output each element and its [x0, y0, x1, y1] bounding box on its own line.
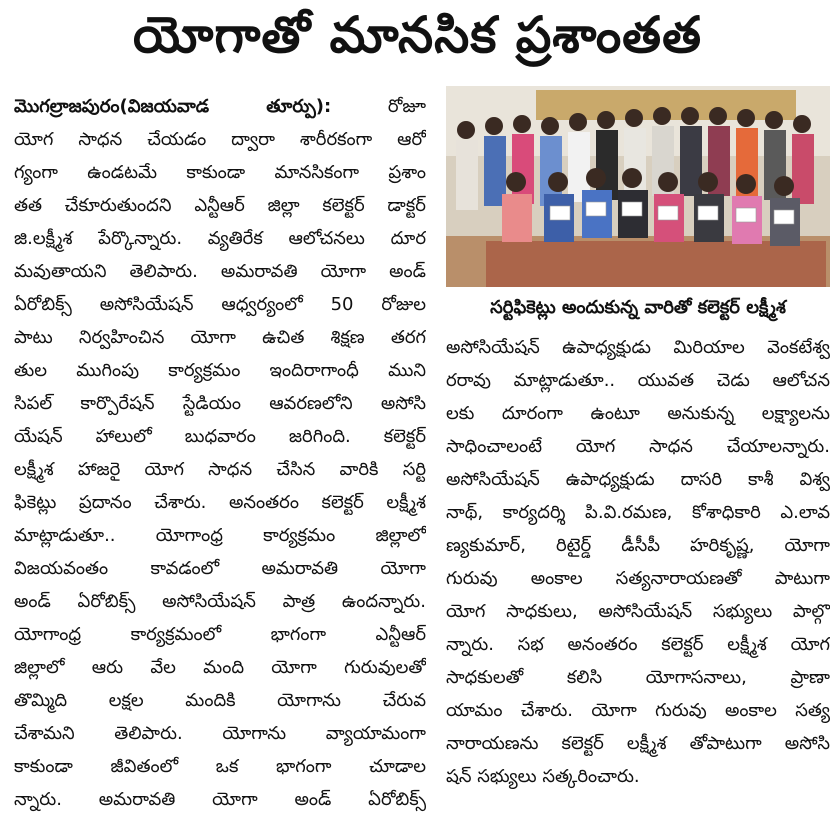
- article-line: నాథ్, కార్యదర్శి పి.వి.రమణ, కోశాధికారి ఎ.లావ: [446, 502, 830, 523]
- group-photo-illustration: [446, 86, 830, 287]
- article-line: న్నారు. అమరావతి యోగా అండ్ ఏరోబిక్స్: [14, 789, 426, 810]
- article-line: యోగాంధ్ర కార్యక్రమంలో భాగంగా ఎన్టీఆర్: [14, 624, 426, 645]
- dateline: మొగల్రాజపురం(విజయవాడ తూర్పు):: [14, 96, 332, 117]
- article-line-text: రోజూ: [331, 96, 426, 117]
- article-line: కాకుండా జీవితంలో ఒక భాగంగా చూడాల: [14, 756, 426, 777]
- article-line: ఏరోబిక్స్ అసోసియేషన్ ఆధ్వర్యంలో 50 రోజుల: [14, 294, 426, 315]
- article-line: తత చేకూరుతుందని ఎన్టీఆర్ జిల్లా కలెక్టర్ డాక్టర్: [14, 195, 426, 216]
- article-line: గురువు అంకాల సత్యనారాయణతో పాటుగా: [446, 568, 830, 589]
- article-column-left: [14, 90, 426, 816]
- article-line: యేషన్ హాలులో బుధవారం జరిగింది. కలెక్టర్: [14, 426, 426, 447]
- article-line: పాటు నిర్వహించిన యోగా ఉచిత శిక్షణ తరగ: [14, 327, 426, 348]
- article-line: లకు దూరంగా ఉంటూ అనుకున్న లక్ష్యాలను: [446, 403, 830, 424]
- article-line: షన్ సభ్యులు సత్కరించారు.: [446, 766, 640, 787]
- photo-caption: సర్టిఫికెట్లు అందుకున్న వారితో కలెక్టర్ లక్ష్మీశ: [490, 297, 786, 318]
- article-line: న్నారు. సభ అనంతరం కలెక్టర్ లక్ష్మీశ యోగ: [446, 634, 830, 655]
- article-line: ణ్యకుమార్, రిటైర్డ్ డీసీపీ హరికృష్ణ, యోగా: [446, 535, 830, 556]
- article-line: రరావు మాట్లాడుతూ.. యువత చెడు ఆలోచన: [446, 370, 830, 391]
- article-line: ఫికెట్లు ప్రదానం చేశారు. అనంతరం కలెక్టర్ లక్ష్మీశ: [14, 492, 426, 513]
- article-line: మాట్లాడుతూ.. యోగాంధ్ర కార్యక్రమం జిల్లాలో: [14, 525, 426, 546]
- article-line: సాధకులతో కలిసి యోగాసనాలు, ప్రాణా: [446, 667, 830, 688]
- article-line: సాధించాలంటే యోగ సాధన చేయాలన్నారు.: [446, 436, 830, 457]
- article-line: లక్ష్మీశ హాజరై యోగ సాధన చేసిన వారికి సర్టి: [14, 459, 426, 480]
- article-line: చేశామని తెలిపారు. యోగాను వ్యాయామంగా: [14, 723, 426, 744]
- article-line: విజయవంతం కావడంలో అమరావతి యోగా: [14, 558, 426, 579]
- article-line: తుల ముగింపు కార్యక్రమం ఇందిరాగాంధీ ముని: [14, 360, 426, 381]
- group-photo: [446, 86, 830, 287]
- article-line: తొమ్మిది లక్షల మందికి యోగాను చేరువ: [14, 690, 426, 711]
- article-line: నారాయణను కలెక్టర్ లక్ష్మీశ తోపాటుగా అసోసి: [446, 733, 830, 754]
- article-line: అసోసియేషన్ ఉపాధ్యక్షుడు మిరియాల వెంకటేశ్వ: [446, 337, 830, 358]
- headline: యోగాతో మానసిక ప్రశాంతత: [133, 5, 702, 64]
- article-line: యోగ సాధన చేయడం ద్వారా శారీరకంగా ఆరో: [14, 129, 426, 150]
- article-line: గ్యంగా ఉండటమే కాకుండా మానసికంగా ప్రశాం: [14, 162, 426, 183]
- article-line: మవుతాయని తెలిపారు. అమరావతి యోగా అండ్: [14, 261, 426, 282]
- article-column-right: [446, 331, 830, 793]
- article-line: యోగ సాధకులు, అసోసియేషన్ సభ్యులు పాల్గొ: [446, 601, 830, 622]
- article-line: జిల్లాలో ఆరు వేల మంది యోగా గురువులతో: [14, 657, 426, 678]
- article-line: సిపల్ కార్పొరేషన్ స్టేడియం ఆవరణలోని అసోసి: [14, 393, 426, 414]
- article-line: యామం చేశారు. యోగా గురువు అంకాల సత్య: [446, 700, 830, 721]
- article-line: [14, 90, 426, 123]
- article-line: జి.లక్ష్మీశ పేర్కొన్నారు. వ్యతిరేక ఆలోచనలు దూర: [14, 228, 426, 249]
- article-line: అసోసియేషన్ ఉపాధ్యక్షుడు దాసరి కాశీ విశ్వ: [446, 469, 830, 490]
- article-line: అండ్ ఏరోబిక్స్ అసోసియేషన్ పాత్ర ఉందన్నారు.: [14, 591, 426, 612]
